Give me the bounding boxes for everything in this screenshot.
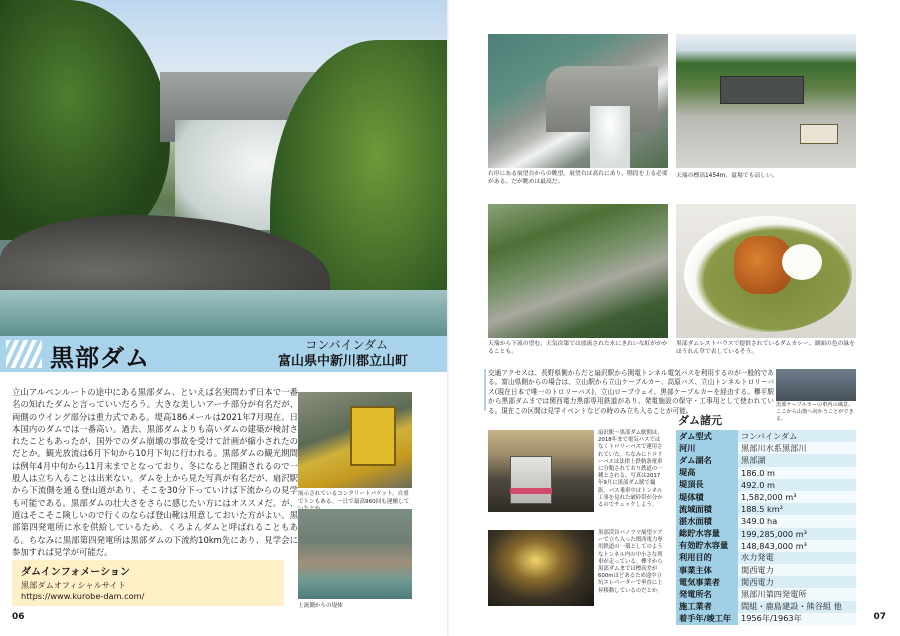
spec-key: 堤頂長: [676, 479, 738, 491]
spec-key: 河川: [676, 442, 738, 454]
spec-value: 186.0 m: [738, 467, 856, 479]
photo-observation-deck: [488, 34, 668, 168]
spec-key: 総貯水容量: [676, 528, 738, 540]
spec-value: 黒部川第四発電所: [738, 588, 856, 600]
spec-row: [676, 564, 856, 576]
spec-value: コンバインダム: [738, 430, 856, 442]
spec-value: 1,582,000 m³: [738, 491, 856, 503]
spec-key: 湛水面積: [676, 515, 738, 527]
spec-row: [676, 613, 856, 625]
spec-value: 関西電力: [738, 576, 856, 588]
spec-value: 188.5 km²: [738, 503, 856, 515]
spec-row: [676, 601, 856, 613]
spec-row: [676, 588, 856, 600]
article-body: 立山アルペンルートの途中にある黒部ダム、といえば名実問わず日本で一番名の知れたダムと言っていいだろう。大きな美しいアーチ部分が有名だが、両側のウイング部分は重力式である。堤高186メールは2021年7月現在、日本国内のダムでは一番高い。過去、黒部ダムよりも高いダムの建築が検討されたこともあったが、国外でのダム崩壊の事故を受けて計画が縮小されたのだとか。観光放流は6月下旬から10月下旬に行われる。黒部ダムの観光期間は例年4月中旬から11月末までとなっており、冬になると閉鎖されるので一般人は立ち入ることは出来ない。ダムを上から見た写真が有名だが、扇沢駅から下流側を通る登山道があり、そこを30分下っていけば下流からの見学も可能である。黒部ダムの壮大さをさらに感じたい方にはオススメだ。が、道はそこそこ険しいので行くのならば登山靴は用意しておいた方がよい。黒部第四発電所に水を供給しているため、くろよんダムと呼ばれることもある。ちなみに黒部第四発電所は黒部ダムの下流約10km先にあり、見学会に参加すれば見学が可能だ。: [12, 387, 298, 557]
hero-forest-left: [0, 0, 170, 240]
photo-electric-bus: [488, 430, 594, 512]
spec-key: 施工業者: [676, 601, 738, 613]
caption-tunnel-railway: 黒部渓谷パノラマ展望ツアーで立ち入った関西電力専用鉄道の一環としてのようなトンネル内の中小さな列車が走っている。欅平から黒部ダムまでは標高差が600mほどあるため途中立坑エレベーターで垂直に上昇移動しているのだとか。: [598, 530, 663, 594]
spec-key: 発電所名: [676, 588, 738, 600]
caption-dam-curry: 黒部ダムレストハウスで提供されているダムカレー。湖面の色の緑をほうれん草で表しているそう。: [676, 341, 856, 355]
right-page: [450, 0, 900, 636]
photo-dam-sign: [676, 34, 856, 168]
dam-discharge: [590, 106, 630, 168]
spec-value: 148,843,000 m³: [738, 540, 856, 552]
spec-value: 1956年/1963年: [738, 613, 856, 625]
elevation-plate: [800, 124, 838, 144]
dam-info-box: [12, 560, 284, 606]
spec-value: 199,285,000 m³: [738, 528, 856, 540]
spec-value: 黒部湖: [738, 454, 856, 466]
access-text: 交通アクセスは、長野県側からだと扇沢駅から関電トンネル電気バスを利用するのが一般的である。富山県側からの場合は、立山駅から立山ケーブルカー、高原バス、立山トンネルトロリーバス(現在日本で唯一のトロリーバス)、立山ロープウェイ、黒部ケーブルカーを経由する。欅平駅から黒部ダムまでは関西電力黒部専用鉄道があり、発電施設の保守・工事用として使われている。現在この区間は見学イベントなどの時のみ立ち入ることが可能。: [488, 369, 774, 415]
spec-row: [676, 503, 856, 515]
photo-rainbow-valley: [488, 204, 668, 338]
title-bar: [0, 336, 450, 372]
caption-rainbow-valley: 天端から下流の望む。天気次第では放流された水にきれいな虹がかかることも。: [488, 341, 668, 355]
spec-key: 電気事業者: [676, 576, 738, 588]
spec-row: [676, 479, 856, 491]
caption-observation-deck: 右岸にある展望台からの眺望。展望台は高台にあり、階段を上る必要がある。だが眺めは最高だ。: [488, 171, 668, 185]
spec-value: 黒部川水系黒部川: [738, 442, 856, 454]
spec-key: 利用目的: [676, 552, 738, 564]
dam-spec-table: [676, 412, 856, 625]
spec-value: 間組・鹿島建設・熊谷組 他: [738, 601, 856, 613]
spec-row: [676, 491, 856, 503]
info-heading: ダムインフォメーション: [21, 567, 130, 578]
spec-key: 堤体積: [676, 491, 738, 503]
caption-electric-bus: 扇沢駅〜黒部ダム駅間は、2018年まで電気バスではなくトロリーバスで運用されていた。ちなみにトロリーバスは法律上鉄軌条電車に分類されており鉄道の一種とされる。写真は2017年9月に黒部ダム駅で撮影。バス乗車中はトンネル工事を見れた破砕帯が分かるのでチェックしよう。: [598, 430, 663, 509]
spec-value: 関西電力: [738, 564, 856, 576]
photo-concrete-bucket: [298, 392, 412, 488]
spec-row: [676, 528, 856, 540]
bus-stripe: [510, 488, 552, 494]
spec-key: 着手年/竣工年: [676, 613, 738, 625]
hero-photo-kurobe-dam: [0, 0, 450, 336]
caption-dam-sign: 天端の標高1454m。夏場でも涼しい。: [676, 173, 778, 179]
info-url-link[interactable]: https://www.kurobe-dam.com/: [21, 591, 145, 601]
spec-value: 492.0 m: [738, 479, 856, 491]
photo-tunnel-railway: [488, 530, 594, 606]
title-stripes: [6, 340, 42, 368]
spec-value: 349.0 ha: [738, 515, 856, 527]
dam-stone-sign: [720, 76, 804, 104]
bus-body: [510, 456, 552, 504]
spec-row: [676, 430, 856, 442]
spec-heading: ダム諸元: [678, 414, 722, 427]
page-number-right: 07: [873, 612, 886, 622]
spec-key: 有効貯水容量: [676, 540, 738, 552]
spec-key: ダム湖名: [676, 454, 738, 466]
curry-rice: [782, 244, 822, 280]
spec-key: 堤高: [676, 467, 738, 479]
dam-type: コンバインダム: [305, 338, 388, 352]
bucket-shape: [350, 406, 396, 466]
spec-row: [676, 442, 856, 454]
spec-rows: [676, 430, 856, 625]
caption-upstream-dam: 上流側からの堤体: [298, 603, 343, 609]
spec-row: [676, 467, 856, 479]
spec-row: [676, 540, 856, 552]
hero-river: [0, 290, 450, 336]
caption-concrete-bucket: 展示されているコンクリートバケット。自重でトンもある。一日で最高960回も運搬して: [298, 491, 410, 505]
spec-row: [676, 552, 856, 564]
dam-name: 黒部ダム: [50, 344, 150, 372]
spec-key: ダム型式: [676, 430, 738, 442]
spec-row: [676, 454, 856, 466]
dam-location: 富山県中新川郡立山町: [277, 354, 408, 369]
info-site-name: 黒部ダムオフィシャルサイト: [21, 580, 126, 590]
spec-row: [676, 515, 856, 527]
access-accent-bar: [484, 369, 486, 411]
caption-cable-car: 黒部ケーブルカーの車内の風景。ここから山奥へ向かうことができる。: [776, 402, 854, 422]
spec-key: 流域面積: [676, 503, 738, 515]
spec-value: 水力発電: [738, 552, 856, 564]
photo-upstream-dam: [298, 509, 412, 599]
photo-dam-curry: [676, 204, 856, 338]
spec-key: 事業主体: [676, 564, 738, 576]
photo-cable-car: [776, 369, 856, 401]
page-number-left: 06: [12, 612, 25, 622]
spec-row: [676, 576, 856, 588]
